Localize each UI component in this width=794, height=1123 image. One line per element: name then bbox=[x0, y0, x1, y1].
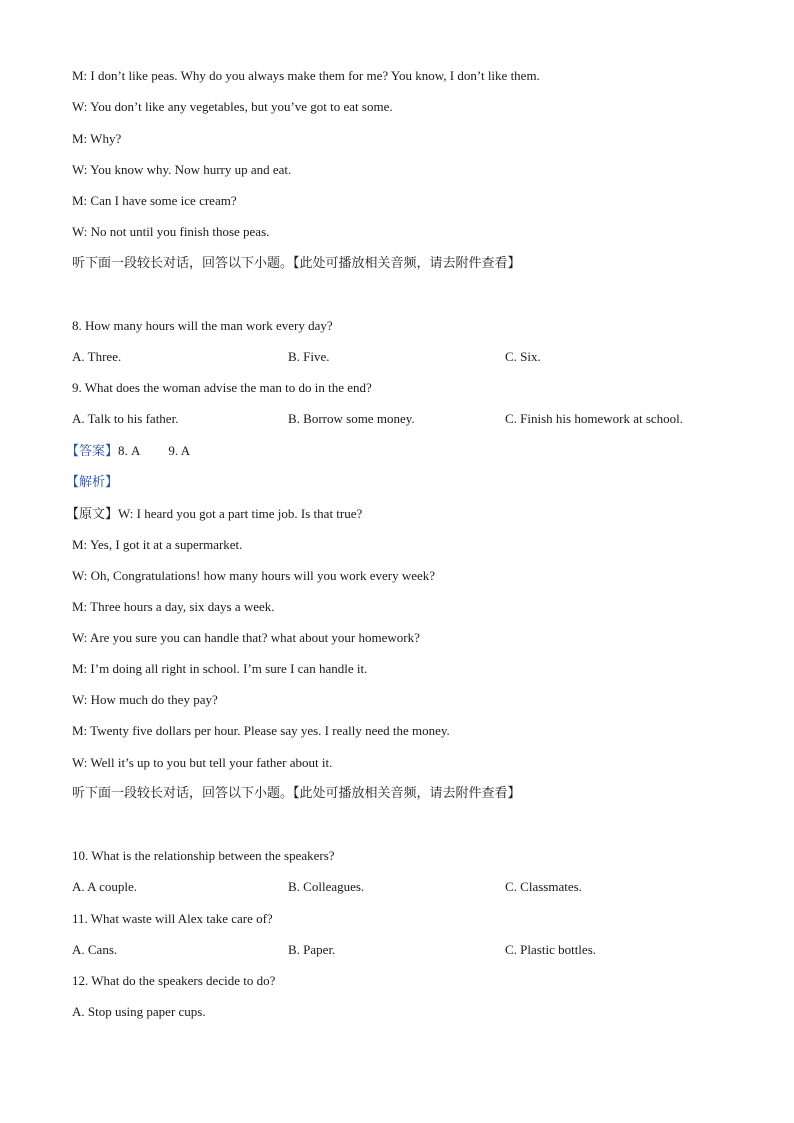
question-12: 12. What do the speakers decide to do? bbox=[72, 973, 276, 988]
q9-option-b: B. Borrow some money. bbox=[288, 411, 415, 426]
q11-option-b: B. Paper. bbox=[288, 942, 336, 957]
dialogue-line: M: Why? bbox=[72, 131, 122, 146]
dialogue-line: W: Oh, Congratulations! how many hours will you work every week? bbox=[72, 568, 436, 583]
answer-8: 8. A bbox=[118, 443, 141, 458]
dialogue-line: M: Three hours a day, six days a week. bbox=[72, 599, 275, 614]
dialogue-line: M: Can I have some ice cream? bbox=[72, 193, 237, 208]
dialogue-line: W: Are you sure you can handle that? what about your homework? bbox=[72, 630, 420, 645]
question-10: 10. What is the relationship between the speakers? bbox=[72, 848, 335, 863]
original-label: 【原文】 bbox=[66, 507, 119, 522]
q10-option-c: C. Classmates. bbox=[505, 879, 582, 894]
q10-option-a: A. A couple. bbox=[72, 879, 137, 894]
q8-option-c: C. Six. bbox=[505, 349, 541, 364]
question-9: 9. What does the woman advise the man to do in the end? bbox=[72, 380, 372, 395]
q11-option-c: C. Plastic bottles. bbox=[505, 942, 596, 957]
q9-option-a: A. Talk to his father. bbox=[72, 411, 179, 426]
dialogue-line: W: You don’t like any vegetables, but you’ve got to eat some. bbox=[72, 99, 393, 114]
q8-option-a: A. Three. bbox=[72, 349, 122, 364]
dialogue-line: M: I’m doing all right in school. I’m sure I can handle it. bbox=[72, 661, 368, 676]
listening-instruction: 听下面一段较长对话，回答以下小题。【此处可播放相关音频，请去附件查看】 bbox=[72, 256, 521, 271]
analysis-label: 【解析】 bbox=[66, 475, 119, 490]
answer-label: 【答案】 bbox=[66, 444, 119, 459]
q9-option-c: C. Finish his homework at school. bbox=[505, 411, 684, 426]
dialogue-line: W: Well it’s up to you but tell your father about it. bbox=[72, 755, 333, 770]
q11-option-a: A. Cans. bbox=[72, 942, 118, 957]
dialogue-line: M: I don’t like peas. Why do you always make them for me? You know, I don’t like them. bbox=[72, 68, 540, 83]
dialogue-line: W: No not until you finish those peas. bbox=[72, 224, 270, 239]
answer-9: 9. A bbox=[168, 443, 191, 458]
dialogue-line: M: Twenty five dollars per hour. Please say yes. I really need the money. bbox=[72, 723, 450, 738]
dialogue-line: W: You know why. Now hurry up and eat. bbox=[72, 162, 292, 177]
q8-option-b: B. Five. bbox=[288, 349, 330, 364]
q12-option-a: A. Stop using paper cups. bbox=[72, 1004, 206, 1019]
q10-option-b: B. Colleagues. bbox=[288, 879, 365, 894]
dialogue-line: W: How much do they pay? bbox=[72, 692, 218, 707]
original-text-line bbox=[66, 506, 362, 523]
listening-instruction: 听下面一段较长对话，回答以下小题。【此处可播放相关音频，请去附件查看】 bbox=[72, 786, 521, 801]
question-8: 8. How many hours will the man work every day? bbox=[72, 318, 333, 333]
answer-line bbox=[66, 443, 190, 460]
dialogue-line: M: Yes, I got it at a supermarket. bbox=[72, 537, 243, 552]
analysis-heading bbox=[66, 474, 118, 491]
dialogue-line: W: I heard you got a part time job. Is that true? bbox=[118, 506, 363, 521]
question-11: 11. What waste will Alex take care of? bbox=[72, 911, 273, 926]
